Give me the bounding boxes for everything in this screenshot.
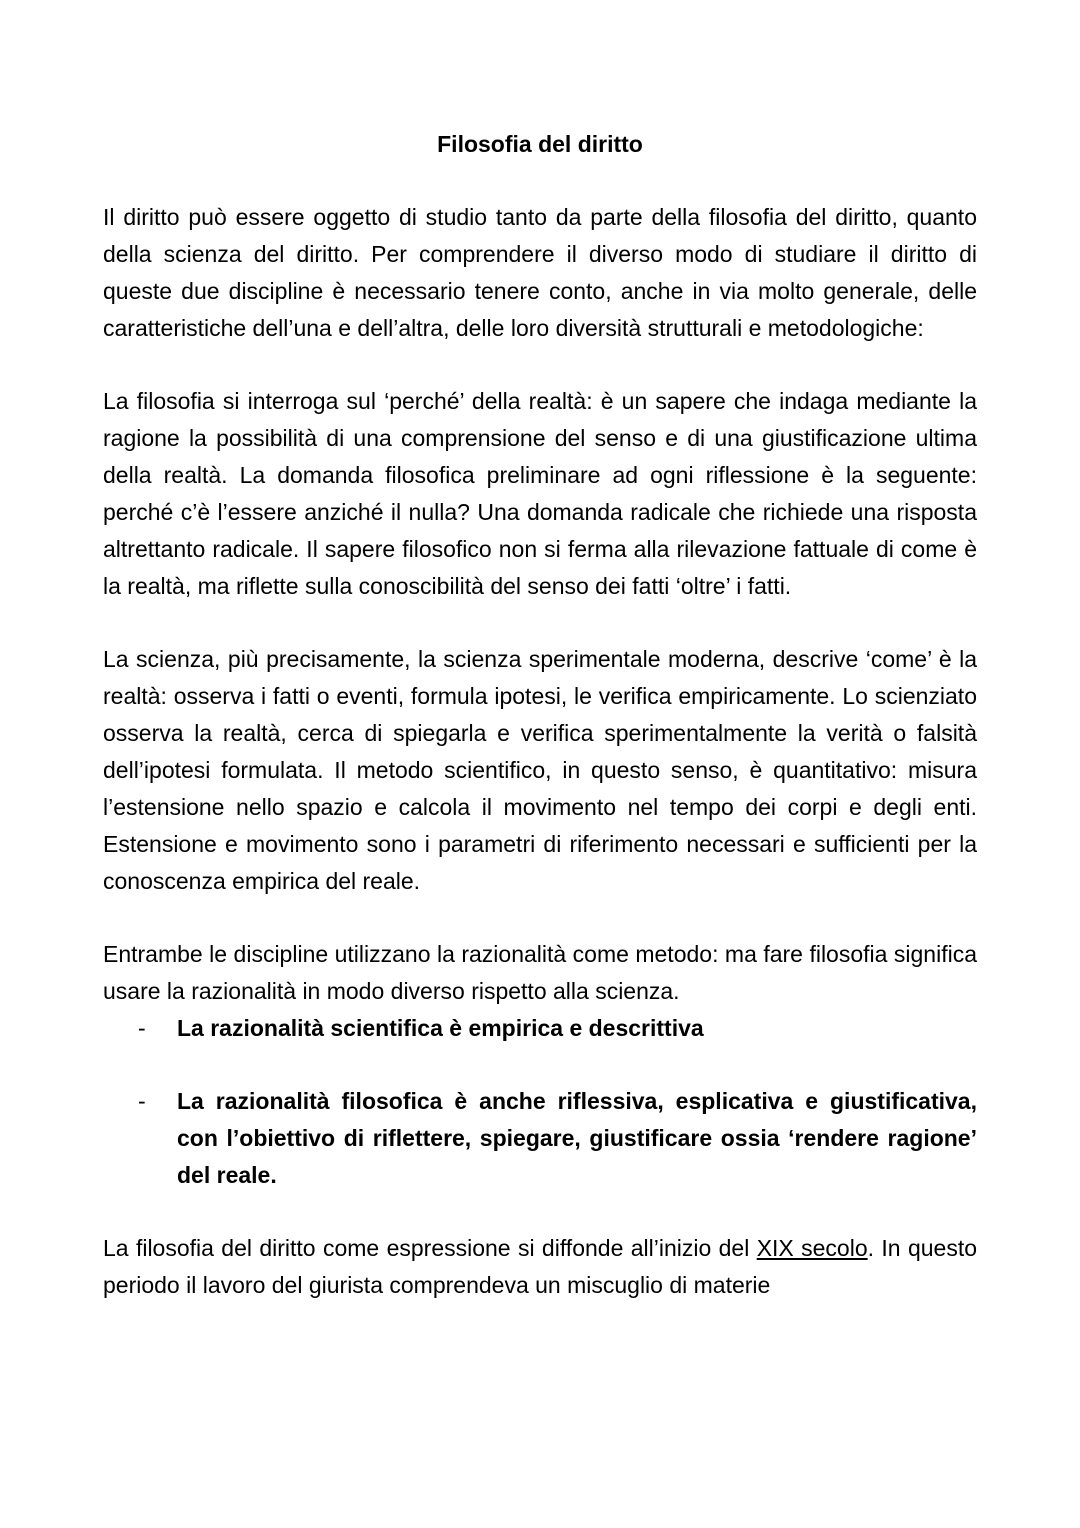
bullet-list [103,1010,977,1194]
bullet-item [103,1010,977,1047]
final-text-before: La filosofia del diritto come espressione si diffonde all’inizio del [103,1235,757,1261]
bullet-item [103,1083,977,1194]
paragraph-filosofia: La filosofia si interroga sul ‘perché’ della realtà: è un sapere che indaga mediante la ragione la possibilità di una comprensione del senso e di una giustificazione ultima della realtà. La domanda filosofica preliminare ad ogni riflessione è la seguente: perché c’è l’essere anziché il nulla? Una domanda radicale che richiede una risposta altrettanto radicale. Il sapere filosofico non si ferma alla rilevazione fattuale di come è la realtà, ma riflette sulla conoscibilità del senso dei fatti ‘oltre’ i fatti. [103,388,977,599]
paragraph-razionalita: Entrambe le discipline utilizzano la razionalità come metodo: ma fare filosofia significa usare la razionalità in modo diverso rispetto alla scienza. [103,941,977,1004]
bullet-dash: - [138,1015,146,1041]
paragraph-final [103,1230,977,1304]
century-link[interactable]: XIX secolo [756,1235,868,1261]
document-page [103,126,977,1340]
bullet-dash: - [138,1088,146,1114]
bullet-text: La razionalità filosofica è anche riflessiva, esplicativa e giustificativa, con l’obiettivo di riflettere, spiegare, giustificare ossia ‘rendere ragione’ del reale. [177,1088,977,1188]
paragraph-intro: Il diritto può essere oggetto di studio tanto da parte della filosofia del diritto, quanto della scienza del diritto. Per comprendere il diverso modo di studiare il diritto di queste due discipline è necessario tenere conto, anche in via molto generale, delle caratteristiche dell’una e dell’altra, delle loro diversità strutturali e metodologiche: [103,204,977,341]
final-text-after: . In questo periodo il lavoro del giurista comprendeva un miscuglio di materie [103,1235,978,1298]
paragraph-scienza: La scienza, più precisamente, la scienza sperimentale moderna, descrive ‘come’ è la realtà: osserva i fatti o eventi, formula ipotesi, le verifica empiricamente. Lo scienziato osserva la realtà, cerca di spiegarla e verifica sperimentalmente la verità o falsità dell’ipotesi formulata. Il metodo scientifico, in questo senso, è quantitativo: misura l’estensione nello spazio e calcola il movimento nel tempo dei corpi e degli enti. Estensione e movimento sono i parametri di riferimento necessari e sufficienti per la conoscenza empirica del reale. [103,646,977,894]
document-title: Filosofia del diritto [437,131,643,157]
bullet-text: La razionalità scientifica è empirica e descrittiva [177,1015,704,1041]
